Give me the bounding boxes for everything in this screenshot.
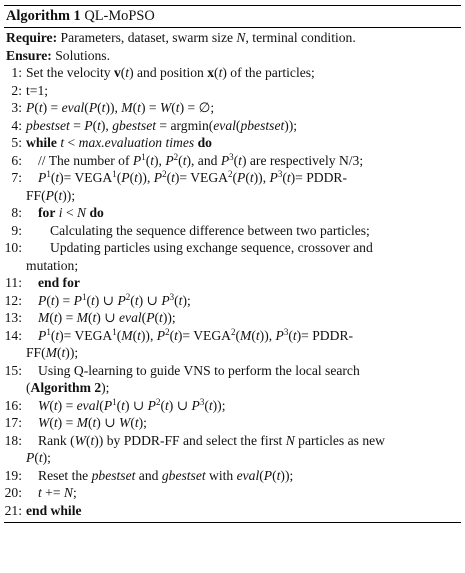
require-text: Parameters, dataset, swarm size N, terminal condition. [60, 30, 356, 45]
line-number: 4: [11, 117, 22, 133]
line-4-code: pbestset = P(t), gbestset = argmin(eval(pbestset)); [26, 117, 298, 133]
line-8 [4, 204, 461, 222]
ensure-line [4, 47, 461, 65]
line-number: 21: [4, 502, 22, 518]
line-number: 15: [4, 362, 22, 378]
algorithm-block [4, 5, 461, 523]
line-20 [4, 484, 461, 502]
line-17 [4, 414, 461, 432]
line-21 [4, 502, 461, 520]
line-18-code: Rank (W(t)) by PDDR-FF and select the first N particles as new [38, 432, 385, 448]
line-4 [4, 117, 461, 135]
line-2 [4, 82, 461, 100]
line-13-code: M(t) = M(t) ∪ eval(P(t)); [38, 310, 176, 325]
line-number: 20: [4, 485, 22, 500]
line-15-code: Using Q-learning to guide VNS to perform the local search [38, 362, 360, 378]
line-10-continuation [4, 257, 461, 275]
line-number: 11: [5, 275, 22, 290]
line-9-code: Calculating the sequence difference between two particles; [50, 222, 370, 238]
line-number: 9: [11, 222, 22, 238]
caption-name: QL-MoPSO [84, 8, 155, 24]
line-3 [4, 99, 461, 117]
while-keyword: while [26, 135, 57, 150]
line-12 [4, 292, 461, 310]
line-number: 6: [11, 152, 22, 168]
line-19-code: Reset the pbestset and gbestset with eval(P(t)); [38, 467, 294, 483]
line-15-continuation [4, 379, 461, 397]
line-18 [4, 432, 461, 450]
line-15 [4, 362, 461, 380]
line-number: 8: [11, 205, 22, 220]
line-1-code: Set the velocity v(t) and position x(t) of the particles; [26, 65, 315, 80]
line-6 [4, 152, 461, 170]
line-19 [4, 467, 461, 485]
line-7-code: $P^1(t)=$ $VEGA^1(P(t))$, $P^2(t)=$ $VEGA^2(P(t))$, $P^3(t)=$ PDDR- [38, 169, 348, 185]
end-for-keyword: end for [38, 275, 80, 290]
line-10-cont: mutation; [26, 257, 79, 273]
algorithm-caption [4, 6, 461, 27]
end-while-keyword: end while [26, 502, 82, 518]
line-15-cont [4, 379, 461, 397]
line-number: 19: [4, 467, 22, 483]
line-7-continuation [4, 187, 461, 205]
line-18-continuation [4, 449, 461, 467]
line-5-code: while t < max.evaluation times do [26, 135, 212, 150]
line-number: 7: [11, 170, 22, 185]
line-number: 17: [4, 415, 22, 430]
line-number: 18: [4, 432, 22, 448]
line-number: 16: [4, 397, 22, 413]
line-5 [4, 134, 461, 152]
line-14 [4, 327, 461, 345]
line-number: 2: [11, 82, 22, 98]
bottom-rule [4, 522, 461, 523]
line-3-code: P(t) = eval(P(t)), M(t) = W(t) = ∅; [26, 100, 215, 115]
line-number: 1: [11, 65, 22, 80]
line-10 [4, 239, 461, 257]
line-number: 5: [11, 135, 22, 150]
line-7-cont: FF(P(t)); [26, 187, 76, 203]
line-2-code: t=1; [26, 82, 49, 98]
caption-label: Algorithm 1 [6, 8, 81, 24]
ensure-keyword: Ensure: [6, 47, 52, 63]
line-14-continuation [4, 344, 461, 362]
line-1 [4, 64, 461, 82]
paren-open: ( [26, 380, 31, 395]
line-18-cont: P(t); [26, 450, 51, 465]
line-13 [4, 309, 461, 327]
line-number: 13: [4, 310, 22, 325]
algorithm-body [4, 28, 461, 519]
line-8-code: for i < N do [38, 205, 104, 220]
line-10-code: Updating particles using exchange sequence, crossover and [50, 240, 373, 255]
line-11 [4, 274, 461, 292]
line-14-code: $P^1(t)=$ $VEGA^1(M(t))$, $P^2(t)=$ $VEGA^2(M(t))$, $P^3(t)=$ PDDR- [38, 326, 354, 343]
line-17-code: W(t) = M(t) ∪ W(t); [38, 415, 147, 430]
line-number: 3: [11, 100, 22, 115]
require-line [4, 29, 461, 47]
require-keyword: Require: [6, 30, 58, 45]
do-keyword: do [89, 205, 104, 220]
line-20-code: t += N; [38, 485, 77, 500]
line-14-cont: FF(M(t)); [26, 345, 79, 360]
line-9 [4, 222, 461, 240]
line-16 [4, 397, 461, 415]
algorithm-2-ref: Algorithm 2 [30, 380, 102, 395]
line-16-code: $W(t) = eval(P^1(t)$ ∪ $P^2(t)$ ∪ $P^3(t)$); [38, 396, 226, 413]
line-number: 10: [4, 240, 22, 255]
line-12-code: $P(t) = P^1(t)$ ∪ $P^2(t)$ ∪ $P^3(t)$; [38, 291, 191, 308]
line-number: 14: [4, 327, 22, 343]
paren-close: ); [101, 380, 110, 395]
line-number: 12: [4, 292, 22, 308]
line-7 [4, 169, 461, 187]
ensure-text: Solutions. [55, 47, 111, 63]
for-keyword: for [38, 205, 56, 220]
do-keyword: do [197, 135, 212, 150]
line-6-code: // The number of $P^1(t)$, $P^2(t)$, and $P^3(t)$ are respectively N/3; [38, 151, 364, 168]
